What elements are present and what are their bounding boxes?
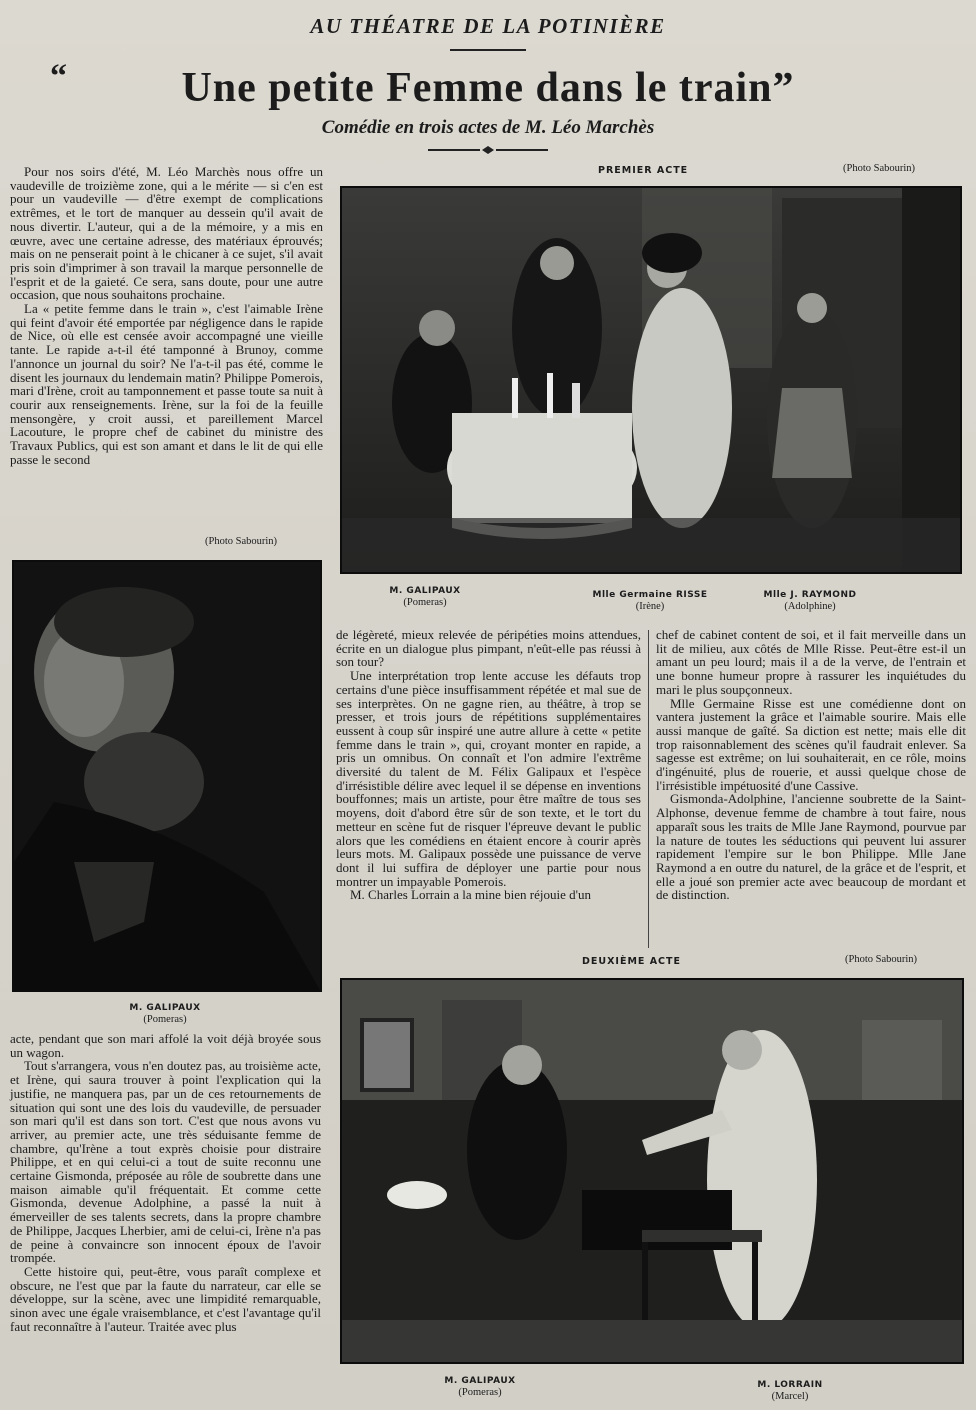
column1-bottom-text xyxy=(10,1032,321,1333)
act2-heading: DEUXIÈME ACTE xyxy=(582,956,681,967)
title-open-quote: “ xyxy=(50,58,67,95)
act2-caption-galipaux xyxy=(410,1376,550,1398)
column2-text xyxy=(336,628,641,902)
portrait-photo-credit: (Photo Sabourin) xyxy=(205,536,278,547)
section-kicker: AU THÉATRE DE LA POTINIÈRE xyxy=(310,14,666,38)
portrait-photo xyxy=(12,560,322,992)
paragraph: Cette histoire qui, peut-être, vous paraît complexe et obscure, ne l'est que par la faute du narrateur, car elle se développe, sur la scène, avec une limpidité remarquable, sinon avec une égale vraisemblance, et c'est l'avantage qu'il faut reconnaître à l'auteur. Traitée avec plus xyxy=(10,1263,321,1334)
paragraph: chef de cabinet content de soi, et il fait merveille dans un lit de milieu, aux côtés de Mlle Risse. Peut-être est-il un amant un peu lourd; mais il a de la verve, de l'entrain et une bonne humeur propre à rassurer les inquiétudes du mari le plus soupçonneux. xyxy=(656,627,966,697)
act1-caption-risse xyxy=(570,590,730,612)
act1-stage-photo xyxy=(340,186,962,574)
column-separator xyxy=(648,630,649,948)
paragraph: Pour nos soirs d'été, M. Léo Marchès nous offre un vaudeville de troizième zone, qui a le mérite — si c'en est pour un vaudeville — d'être exempt de complications extrêmes, et le tort de manquer au dessein qu'il avait de nous divertir. L'auteur, qui a de la mémoire, y a mis en œuvre, avec une certaine adresse, des matériaux éprouvés; mais on ne penserait point à le chicaner à ce sujet, s'il avait pris soin d'imprimer à son travail la marque personnelle de l'esprit et de la gaieté. Ce sera, sans doute, pour une autre occasion, que nous souhaitons prochaine. xyxy=(10,164,323,303)
portrait-caption xyxy=(90,1003,240,1025)
paragraph: acte, pendant que son mari affolé la voit déjà broyée sous un wagon. xyxy=(10,1031,321,1060)
act1-caption-galipaux xyxy=(355,586,495,608)
act1-heading: PREMIER ACTE xyxy=(598,165,689,176)
paragraph: M. Charles Lorrain a la mine bien réjouie d'un xyxy=(350,887,591,903)
caption-role: (Adolphine) xyxy=(784,601,836,612)
column1-text xyxy=(10,165,323,466)
caption-name: M. GALIPAUX xyxy=(129,1003,201,1013)
paragraph: Mlle Germaine Risse est une comédienne dont on vantera justement la grâce et l'aimable sourire. Mais elle aussi manque de gaîté. Sa diction est nette; mais elle dit trop raisonnablement des scènes qu'il faudrait enlever. Sa sagesse est extrême; on lui souhaiterait, en ce rôle, moins d'ingénuité, plus de rouerie, et aussi quelque chose de l'irrésistible impétuosité d'une Cassive. xyxy=(656,695,966,793)
caption-role: (Pomeras) xyxy=(403,597,447,608)
kicker-rule xyxy=(450,49,526,51)
portrait-photo-image xyxy=(14,562,320,990)
act2-stage-photo xyxy=(340,978,964,1364)
title-ornament xyxy=(428,145,548,155)
caption-name: M. GALIPAUX xyxy=(389,586,461,596)
paragraph: de légèreté, mieux relevée de péripéties moins attendues, écrite en un dialogue plus pimpant, n'eût-elle pas réussi à son tour? xyxy=(336,627,641,670)
column3-text xyxy=(656,628,966,902)
act2-caption-lorrain xyxy=(730,1380,850,1402)
caption-role: (Pomeras) xyxy=(143,1014,187,1025)
paragraph: Tout s'arrangera, vous n'en doutez pas, au troisième acte, et Irène, qui saura trouver à point l'explication qui la justifie, ne manquera pas, par un de ces retournements de situation qui sont une des lois du vaudeville, de persuader son mari qu'il est dans son tort. C'est que nous avons vu arriver, au premier acte, une très séduisante femme de chambre, qu'Irène a tout exprès choisie pour distraire Philippe, et en qui celui-ci a tout de suite reconnu une certaine Gismonda, préposée au rôle de soubrette dans une maison aimable qu'il fréquentait. Et comme cette Gismonda, devenue Adolphine, a passé la nuit à émerveiller de ses talents secrets, dans la propre chambre de Philippe, Jacques Lherbier, ami de celui-ci, Irène n'a pas de peine à convaincre son innocent époux de l'avoir trompée. xyxy=(10,1058,321,1266)
paragraph: La « petite femme dans le train », c'est l'aimable Irène qui feint d'avoir été emportée par négligence dans le rapide de Nice, où elle est censée avoir accompagné une vieille tante. Le rapide a-t-il été tamponné à Brunoy, comme l'annonce un journal du soir? Ne l'a-t-il pas été, comme le disent les journaux du lendemain matin? Philippe Pomerois, mari d'Irène, croit au tamponnement et passe toute sa nuit à courir aux renseignements. Irène, sur la foi de la feuille mensongère, y croit aussi, et pareillement Marcel Lacouture, le propre chef de cabinet du ministre des Travaux Publics, qui est son amant et dans le lit de qui elle passe le second xyxy=(10,301,323,467)
caption-role: (Pomeras) xyxy=(458,1387,502,1398)
act2-photo-image xyxy=(342,980,962,1362)
caption-name: Mlle Germaine RISSE xyxy=(592,590,708,600)
paragraph: Une interprétation trop lente accuse les défauts trop certains d'une pièce insuffisamment répétée et mal sue de ses interprètes. On ne gagne rien, au théâtre, à trop se presser, et trois jours de répétitions supplémentaires eussent à coup sûr inspiré une autre allure à cette « petite femme dans le train », qui, croyant monter en rapide, a pris un omnibus. On connaît et l'on admire l'extrême diversité du talent de M. Félix Galipaux et l'espèce d'irrésistible délire avec lequel il se dépense en inventions bouffonnes; mais un artiste, pour être maître de tous ses moyens, doit d'abord être sûr de son texte, et le tort du metteur en scène fut de risquer l'épreuve devant le public alors que les comédiens en étaient encore à courir après leurs mots. M. Galipaux possède une puissance de verve dont il lui suffira de déployer une partie pour nous montrer un impayable Pomerois. xyxy=(336,668,641,889)
paragraph: Gismonda-Adolphine, l'ancienne soubrette de la Saint-Alphonse, devenue femme de chambre à tout faire, nous apparaît sous les traits de Mlle Jane Raymond, pourvue par la nature de toutes les séductions qui peuvent lui assurer rapidement l'empire sur le bon Philippe. Mlle Jane Raymond a en outre du naturel, de la grâce et de l'esprit, et elle a joué son premier acte avec beaucoup de mordant et de distinction. xyxy=(656,791,966,903)
caption-role: (Irène) xyxy=(635,601,665,612)
caption-role: (Marcel) xyxy=(771,1391,809,1402)
act1-caption-raymond xyxy=(735,590,885,612)
article-subtitle: Comédie en trois actes de M. Léo Marchès xyxy=(321,117,655,138)
act1-photo-image xyxy=(342,188,960,572)
caption-name: Mlle J. RAYMOND xyxy=(763,590,857,600)
caption-name: M. GALIPAUX xyxy=(444,1376,516,1386)
act2-photo-credit: (Photo Sabourin) xyxy=(845,954,918,965)
act1-photo-credit: (Photo Sabourin) xyxy=(843,163,916,174)
article-title: Une petite Femme dans le train” xyxy=(181,65,795,111)
caption-name: M. LORRAIN xyxy=(757,1380,823,1390)
